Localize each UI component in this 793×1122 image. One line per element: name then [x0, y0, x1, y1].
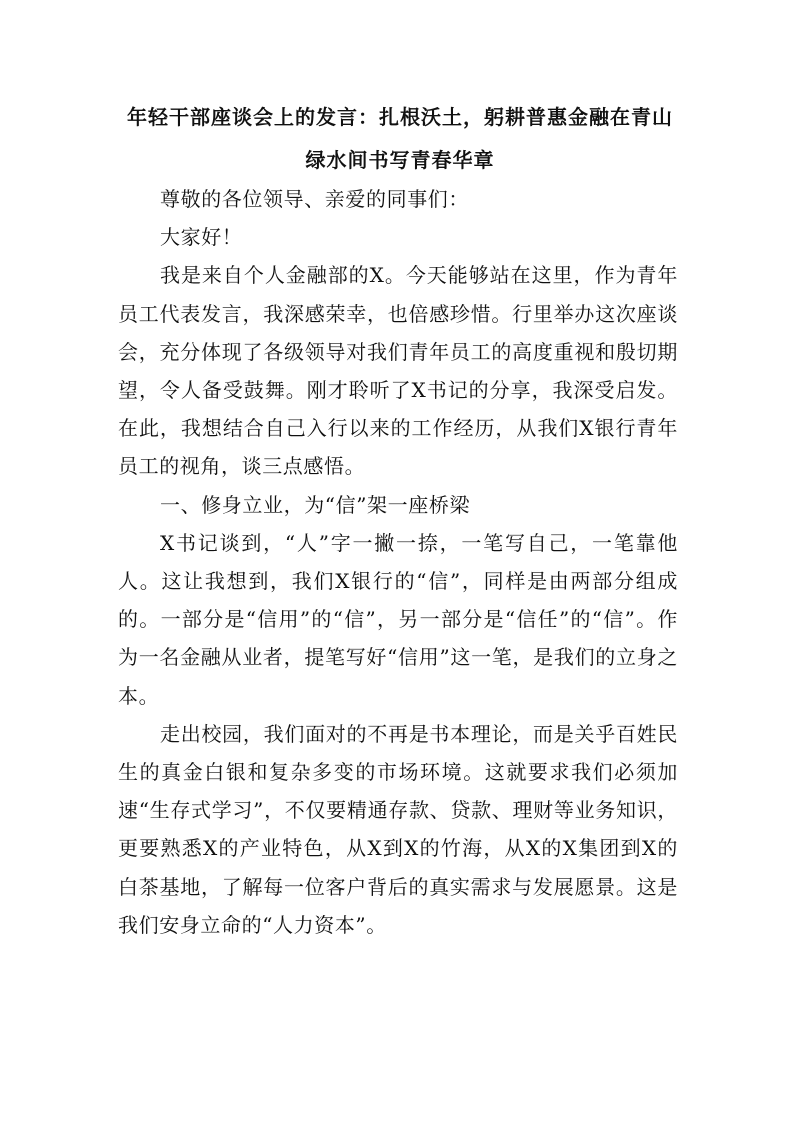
document-title-line-1: 年轻干部座谈会上的发言：扎根沃土，躬耕普惠金融在青山: [127, 105, 673, 129]
paragraph-learning: 走出校园，我们面对的不再是书本理论，而是关乎百姓民生的真金白银和复杂多变的市场环境。这就要求我们必须加速“生存式学习”，不仅要精通存款、贷款、理财等业务知识，更要熟悉X的产业特色，从X到X的竹海，从X的X集团到X的白茶基地，了解每一位客户背后的真实需求与发展愿景。这是我们安身立命的“人力资本”。: [118, 721, 678, 937]
greeting: 大家好！: [160, 225, 243, 250]
paragraph-trust: X书记谈到，“人”字一撇一捺，一笔写自己，一笔靠他人。这让我想到，我们X银行的“信”，同样是由两部分组成的。一部分是“信用”的“信”，另一部分是“信任”的“信”。作为一名金融从业者，提笔写好“信用”这一笔，是我们的立身之本。: [118, 530, 678, 708]
document-title-line-2: 绿水间书写青春华章: [305, 148, 495, 172]
document-body: [118, 180, 678, 944]
paragraph-intro: 我是来自个人金融部的X。今天能够站在这里，作为青年员工代表发言，我深感荣幸，也倍感珍惜。行里举办这次座谈会，充分体现了各级领导对我们青年员工的高度重视和殷切期望，令人备受鼓舞。刚才聆听了X书记的分享，我深受启发。在此，我想结合自己入行以来的工作经历，从我们X银行青年员工的视角，谈三点感悟。: [118, 263, 678, 479]
section-heading-1: 一、修身立业，为“信”架一座桥梁: [160, 492, 471, 517]
salutation: 尊敬的各位领导、亲爱的同事们：: [160, 187, 469, 211]
